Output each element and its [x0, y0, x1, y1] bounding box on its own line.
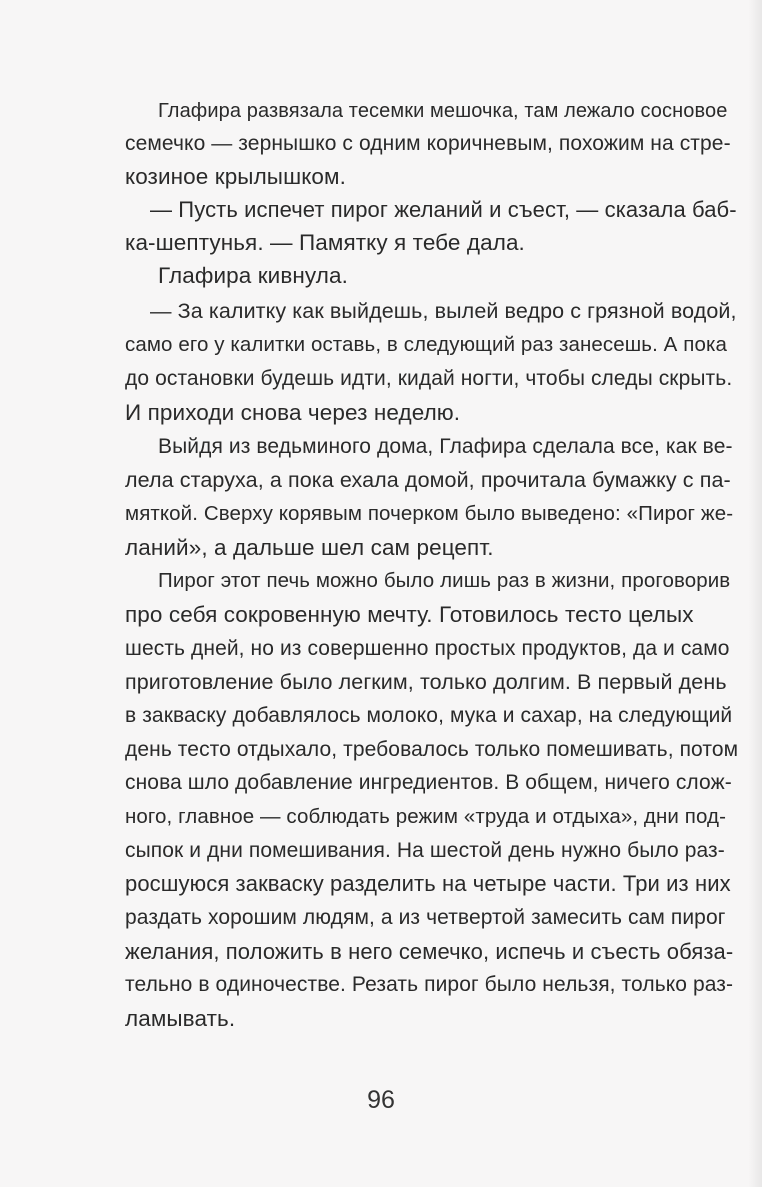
text-line: ламывать.: [125, 1006, 236, 1031]
text-line: про себя сокровенную мечту. Готовилось тесто целых: [125, 602, 694, 627]
text-line: приготовление было легким, только долгим. В первый день: [125, 670, 727, 694]
text-line: семечко — зернышко с одним коричневым, похожим на стре-: [125, 132, 731, 155]
text-line: мяткой. Сверху корявым почерком было выведено: «Пирог же-: [125, 502, 734, 525]
text-line: — За калитку как выйдешь, вылей ведро с грязной водой,: [150, 299, 737, 323]
text-line: раздать хорошим людям, а из четвертой замесить сам пирог: [125, 906, 726, 929]
text-line: — Пусть испечет пирог желаний и съест, — сказала баб-: [150, 197, 737, 222]
text-line: тельно в одиночестве. Резать пирог было нельзя, только раз-: [125, 973, 734, 996]
text-line: сыпок и дни помешивания. На шестой день нужно было раз-: [125, 839, 725, 862]
text-line: Глафира развязала тесемки мешочка, там лежало сосновое: [158, 100, 728, 122]
text-line: ка-шептунья. — Памятку я тебе дала.: [125, 230, 525, 255]
text-line: росшуюся закваску разделить на четыре части. Три из них: [125, 871, 731, 896]
text-line: ного, главное — соблюдать режим «труда и отдыха», дни под-: [125, 805, 727, 828]
text-line: лела старуха, а пока ехала домой, прочитала бумажку с па-: [125, 468, 731, 492]
page-edge-shadow: [748, 0, 762, 1187]
text-line: день тесто отдыхало, требовалось только помешивать, потом: [125, 738, 739, 761]
text-line: Пирог этот печь можно было лишь раз в жизни, проговорив: [158, 569, 731, 592]
text-line: в закваску добавлялось молоко, мука и сахар, на следующий: [125, 704, 733, 727]
text-line: само его у калитки оставь, в следующий раз занесешь. А пока: [125, 333, 727, 356]
text-line: снова шло добавление ингредиентов. В общем, ничего слож-: [125, 771, 732, 794]
text-line: желания, положить в него семечко, испечь и съесть обяза-: [125, 939, 734, 964]
page-number: 96: [367, 1086, 395, 1114]
text-line: козиное крылышком.: [125, 164, 346, 189]
text-line: шесть дней, но из совершенно простых продуктов, да и само: [125, 637, 730, 660]
text-line: И приходи снова через неделю.: [125, 400, 461, 425]
text-line: Выйдя из ведьминого дома, Глафира сделала все, как ве-: [158, 435, 733, 458]
text-line: Глафира кивнула.: [158, 263, 348, 288]
text-line: ланий», а дальше шел сам рецепт.: [125, 535, 494, 560]
text-line: до остановки будешь идти, кидай ногти, чтобы следы скрыть.: [125, 367, 733, 390]
